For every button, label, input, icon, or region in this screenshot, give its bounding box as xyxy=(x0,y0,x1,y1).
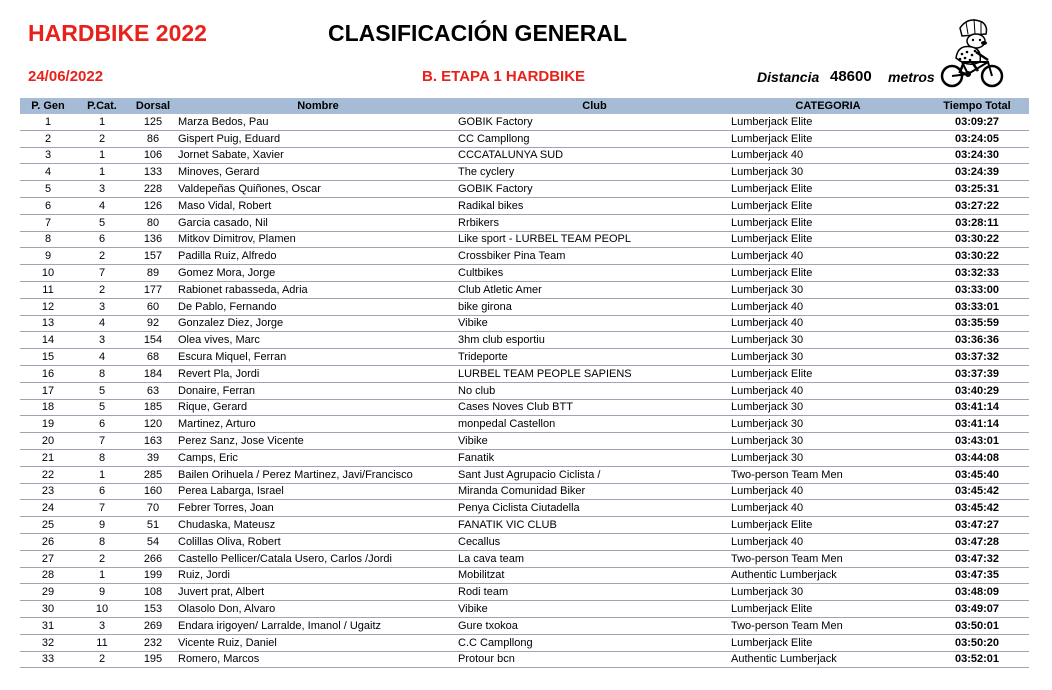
total-time: 03:24:05 xyxy=(954,132,1000,145)
bib-number: 266 xyxy=(143,552,163,565)
category-name: Lumberjack Elite xyxy=(731,267,813,280)
pos-category: 8 xyxy=(98,535,106,548)
total-time: 03:45:42 xyxy=(954,502,1000,515)
table-row xyxy=(20,349,1029,366)
club-name: Club Atletic Amer xyxy=(458,283,542,296)
pos-general: 25 xyxy=(41,519,55,532)
col-header-nombre: Nombre xyxy=(297,100,339,112)
rider-name: Jornet Sabate, Xavier xyxy=(178,149,284,162)
club-name: Miranda Comunidad Biker xyxy=(458,485,586,498)
bib-number: 154 xyxy=(143,334,163,347)
table-row xyxy=(20,517,1029,534)
total-time: 03:30:22 xyxy=(954,250,1000,263)
category-name: Lumberjack Elite xyxy=(731,199,813,212)
total-time: 03:50:20 xyxy=(954,636,1000,649)
bib-number: 185 xyxy=(143,401,163,414)
table-row xyxy=(20,584,1029,601)
rider-name: Marza Bedos, Pau xyxy=(178,115,269,128)
table-row xyxy=(20,299,1029,316)
table-row xyxy=(20,450,1029,467)
total-time: 03:32:33 xyxy=(954,267,1000,280)
total-time: 03:45:42 xyxy=(954,485,1000,498)
category-name: Two-person Team Men xyxy=(731,619,843,632)
pos-category: 1 xyxy=(98,468,106,481)
bib-number: 70 xyxy=(146,502,160,515)
category-name: Lumberjack Elite xyxy=(731,603,813,615)
pos-category: 2 xyxy=(98,552,106,565)
pos-category: 7 xyxy=(98,267,106,280)
table-row xyxy=(20,433,1029,450)
table-row xyxy=(20,618,1029,635)
rider-name: De Pablo, Fernando xyxy=(178,300,277,313)
category-name: Lumberjack 30 xyxy=(731,283,804,296)
rider-name: Escura Miquel, Ferran xyxy=(178,351,287,364)
pos-general: 33 xyxy=(41,653,55,666)
rider-name: Gonzalez Diez, Jorge xyxy=(178,317,284,330)
category-name: Lumberjack Elite xyxy=(731,115,813,128)
table-row xyxy=(20,601,1029,618)
pos-category: 8 xyxy=(98,367,106,380)
bib-number: 136 xyxy=(143,233,163,246)
pos-general: 22 xyxy=(41,468,55,481)
pos-general: 12 xyxy=(41,300,55,313)
bib-number: 157 xyxy=(143,250,163,263)
total-time: 03:28:11 xyxy=(955,216,999,229)
rider-name: Colillas Oliva, Robert xyxy=(178,535,281,548)
pos-general: 15 xyxy=(41,351,55,364)
bib-number: 228 xyxy=(143,183,163,196)
pos-general: 8 xyxy=(44,233,52,246)
club-name: C.C Campllong xyxy=(458,636,533,649)
col-header-club: Club xyxy=(582,100,607,112)
bib-number: 125 xyxy=(143,115,163,128)
club-name: FANATIK VIC CLUB xyxy=(458,519,557,532)
total-time: 03:27:22 xyxy=(954,199,1000,212)
col-header-tiempo: Tiempo Total xyxy=(943,100,1011,112)
total-time: 03:48:09 xyxy=(954,586,1000,599)
pos-category: 6 xyxy=(98,233,106,246)
total-time: 03:41:14 xyxy=(954,418,1000,431)
rider-name: Minoves, Gerard xyxy=(178,166,260,179)
pos-general: 20 xyxy=(41,435,55,448)
rider-name: Ruiz, Jordi xyxy=(178,569,230,582)
pos-general: 5 xyxy=(44,183,52,196)
bib-number: 163 xyxy=(143,435,163,448)
pos-general: 14 xyxy=(41,334,55,347)
rider-name: Valdepeñas Quiñones, Oscar xyxy=(178,183,321,196)
rider-name: Febrer Torres, Joan xyxy=(178,502,274,515)
rider-name: Chudaska, Mateusz xyxy=(178,519,276,532)
pos-category: 1 xyxy=(98,149,106,162)
pos-category: 3 xyxy=(98,334,106,347)
table-row xyxy=(20,198,1029,215)
table-row xyxy=(20,568,1029,585)
table-row xyxy=(20,164,1029,181)
pos-category: 3 xyxy=(98,183,106,196)
pos-category: 2 xyxy=(98,283,106,296)
table-row xyxy=(20,215,1029,232)
total-time: 03:45:40 xyxy=(954,468,1000,481)
category-name: Lumberjack Elite xyxy=(731,183,813,196)
col-header-pcat: P.Cat. xyxy=(87,100,117,112)
category-name: Authentic Lumberjack xyxy=(731,653,837,666)
total-time: 03:43:01 xyxy=(954,435,1000,448)
pos-category: 11 xyxy=(96,636,108,649)
total-time: 03:33:01 xyxy=(954,300,1000,313)
rider-name: Perez Sanz, Jose Vicente xyxy=(178,435,304,448)
total-time: 03:24:39 xyxy=(954,166,1000,179)
bib-number: 108 xyxy=(143,586,163,599)
table-row xyxy=(20,551,1029,568)
rider-name: Rabionet rabasseda, Adria xyxy=(178,283,308,296)
total-time: 03:33:00 xyxy=(954,283,1000,296)
cyclist-bear-icon xyxy=(938,14,1004,90)
table-header xyxy=(20,98,1029,114)
club-name: Trideporte xyxy=(458,351,508,364)
table-body xyxy=(20,114,1029,668)
pos-general: 30 xyxy=(41,603,55,615)
pos-category: 3 xyxy=(98,619,106,632)
rider-name: Romero, Marcos xyxy=(178,653,260,666)
bib-number: 54 xyxy=(146,535,160,548)
total-time: 03:44:08 xyxy=(954,451,1000,464)
pos-general: 1 xyxy=(44,115,52,128)
total-time: 03:47:27 xyxy=(954,519,1000,532)
rider-name: Garcia casado, Nil xyxy=(178,216,268,229)
bib-number: 133 xyxy=(143,166,163,179)
pos-general: 29 xyxy=(41,586,55,599)
pos-category: 8 xyxy=(98,451,106,464)
pos-general: 31 xyxy=(41,619,55,632)
bib-number: 177 xyxy=(143,283,163,296)
classification-title: CLASIFICACIÓN GENERAL xyxy=(328,20,627,46)
category-name: Lumberjack Elite xyxy=(731,519,813,532)
category-name: Two-person Team Men xyxy=(731,552,843,565)
club-name: CCCATALUNYA SUD xyxy=(458,149,564,162)
pos-category: 7 xyxy=(98,502,106,515)
category-name: Lumberjack 30 xyxy=(731,334,804,347)
pos-category: 9 xyxy=(98,586,106,599)
category-name: Two-person Team Men xyxy=(731,468,843,481)
club-name: Gure txokoa xyxy=(458,619,518,632)
table-row xyxy=(20,467,1029,484)
total-time: 03:37:39 xyxy=(954,367,1000,380)
table-row xyxy=(20,265,1029,282)
club-name: Crossbiker Pina Team xyxy=(458,250,566,263)
pos-general: 21 xyxy=(41,451,55,464)
pos-category: 6 xyxy=(98,418,106,431)
club-name: Cultbikes xyxy=(458,267,504,280)
club-name: CC Campllong xyxy=(458,132,530,145)
category-name: Lumberjack 30 xyxy=(731,166,804,179)
category-name: Lumberjack 30 xyxy=(731,418,804,431)
rider-name: Juvert prat, Albert xyxy=(178,586,265,599)
rider-name: Maso Vidal, Robert xyxy=(178,199,272,212)
category-name: Lumberjack 30 xyxy=(731,351,804,364)
category-name: Lumberjack 40 xyxy=(731,535,804,548)
table-row xyxy=(20,400,1029,417)
pos-general: 2 xyxy=(44,132,52,145)
bib-number: 92 xyxy=(146,317,160,330)
category-name: Lumberjack Elite xyxy=(731,367,813,380)
pos-category: 5 xyxy=(98,401,106,414)
total-time: 03:37:32 xyxy=(954,351,1000,364)
rider-name: Revert Pla, Jordi xyxy=(178,367,260,380)
results-table xyxy=(20,98,1029,668)
category-name: Lumberjack Elite xyxy=(731,216,813,229)
event-title: HARDBIKE 2022 xyxy=(28,20,207,46)
bib-number: 199 xyxy=(143,569,163,582)
club-name: Vibike xyxy=(458,603,488,615)
bib-number: 285 xyxy=(143,468,163,481)
club-name: Vibike xyxy=(458,435,488,448)
pos-category: 2 xyxy=(98,250,106,263)
pos-general: 27 xyxy=(41,552,55,565)
table-row xyxy=(20,332,1029,349)
table-row xyxy=(20,484,1029,501)
pos-category: 6 xyxy=(98,485,106,498)
pos-general: 4 xyxy=(44,166,52,179)
category-name: Lumberjack 40 xyxy=(731,317,804,330)
table-row xyxy=(20,232,1029,249)
rider-name: Padilla Ruiz, Alfredo xyxy=(178,250,277,263)
rider-name: Vicente Ruiz, Daniel xyxy=(178,636,277,649)
rider-name: Donaire, Ferran xyxy=(178,384,256,397)
category-name: Authentic Lumberjack xyxy=(731,569,837,582)
category-name: Lumberjack 40 xyxy=(731,502,804,515)
pos-category: 4 xyxy=(98,199,106,212)
category-name: Lumberjack 40 xyxy=(731,250,804,263)
club-name: Protour bcn xyxy=(458,653,515,666)
pos-general: 23 xyxy=(41,485,55,498)
table-row xyxy=(20,534,1029,551)
club-name: Rodi team xyxy=(458,586,509,599)
pos-general: 3 xyxy=(44,149,52,162)
total-time: 03:35:59 xyxy=(954,317,1000,330)
pos-category: 10 xyxy=(95,603,109,615)
pos-category: 5 xyxy=(98,216,106,229)
bib-number: 184 xyxy=(143,367,163,380)
stage-title: B. ETAPA 1 HARDBIKE xyxy=(422,68,586,85)
club-name: Sant Just Agrupacio Ciclista / xyxy=(458,468,601,481)
bib-number: 153 xyxy=(143,603,163,615)
total-time: 03:50:01 xyxy=(954,619,1000,632)
category-name: Lumberjack 40 xyxy=(731,485,804,498)
pos-category: 4 xyxy=(98,317,106,330)
bib-number: 63 xyxy=(146,384,160,397)
total-time: 03:36:36 xyxy=(954,334,1000,347)
pos-general: 17 xyxy=(41,384,55,397)
bib-number: 120 xyxy=(143,418,163,431)
table-row xyxy=(20,131,1029,148)
category-name: Lumberjack Elite xyxy=(731,233,813,246)
club-name: 3hm club esportiu xyxy=(458,334,545,347)
total-time: 03:47:28 xyxy=(954,535,1000,548)
pos-category: 7 xyxy=(98,435,106,448)
pos-category: 4 xyxy=(98,351,106,364)
category-name: Lumberjack Elite xyxy=(731,636,813,649)
pos-category: 2 xyxy=(98,653,106,666)
total-time: 03:09:27 xyxy=(954,115,1000,128)
club-name: GOBIK Factory xyxy=(458,115,533,128)
rider-name: Bailen Orihuela / Perez Martinez, Javi/Francisco xyxy=(178,468,413,481)
bib-number: 160 xyxy=(143,485,163,498)
category-name: Lumberjack 40 xyxy=(731,300,804,313)
table-row xyxy=(20,181,1029,198)
distance-unit: metros xyxy=(888,69,935,85)
total-time: 03:47:35 xyxy=(954,569,1000,582)
table-row xyxy=(20,652,1029,669)
category-name: Lumberjack 30 xyxy=(731,401,804,414)
total-time: 03:30:22 xyxy=(954,233,1000,246)
bib-number: 39 xyxy=(146,451,160,464)
club-name: Cases Noves Club BTT xyxy=(458,401,573,414)
category-name: Lumberjack 40 xyxy=(731,149,804,162)
table-row xyxy=(20,500,1029,517)
bib-number: 60 xyxy=(146,300,160,313)
rider-name: Endara irigoyen/ Larralde, Imanol / Ugaitz xyxy=(178,619,381,632)
rider-name: Olea vives, Marc xyxy=(178,334,260,347)
rider-name: Rique, Gerard xyxy=(178,401,248,414)
club-name: La cava team xyxy=(458,552,525,565)
club-name: monpedal Castellon xyxy=(458,418,556,431)
bib-number: 126 xyxy=(143,199,163,212)
rider-name: Mitkov Dimitrov, Plamen xyxy=(178,233,296,246)
bib-number: 106 xyxy=(143,149,163,162)
pos-general: 11 xyxy=(42,283,54,296)
category-name: Lumberjack 30 xyxy=(731,435,804,448)
bib-number: 195 xyxy=(143,653,163,666)
club-name: The cyclery xyxy=(458,166,515,179)
club-name: Mobilitzat xyxy=(458,569,505,582)
bib-number: 232 xyxy=(143,636,163,649)
rider-name: Camps, Eric xyxy=(178,451,238,464)
pos-general: 13 xyxy=(41,317,55,330)
table-row xyxy=(20,248,1029,265)
bib-number: 80 xyxy=(146,216,160,229)
total-time: 03:47:32 xyxy=(954,552,1000,565)
club-name: LURBEL TEAM PEOPLE SAPIENS xyxy=(458,367,632,380)
pos-general: 18 xyxy=(41,401,55,414)
total-time: 03:52:01 xyxy=(954,653,1000,666)
bib-number: 68 xyxy=(146,351,160,364)
total-time: 03:24:30 xyxy=(954,149,1000,162)
bib-number: 51 xyxy=(146,519,160,532)
total-time: 03:40:29 xyxy=(954,384,1000,397)
pos-general: 7 xyxy=(44,216,52,229)
pos-category: 2 xyxy=(98,132,106,145)
club-name: Rrbikers xyxy=(458,216,499,229)
club-name: Like sport - LURBEL TEAM PEOPL xyxy=(458,233,632,246)
rider-name: Perea Labarga, Israel xyxy=(178,485,284,498)
club-name: Fanatik xyxy=(458,451,495,464)
club-name: bike girona xyxy=(458,300,512,313)
table-row xyxy=(20,282,1029,299)
pos-general: 26 xyxy=(41,535,55,548)
bib-number: 86 xyxy=(146,132,160,145)
pos-category: 3 xyxy=(98,300,106,313)
bib-number: 269 xyxy=(143,619,163,632)
rider-name: Castello Pellicer/Catala Usero, Carlos /Jordi xyxy=(178,552,392,565)
pos-category: 1 xyxy=(98,569,106,582)
rider-name: Gispert Puig, Eduard xyxy=(178,132,281,145)
rider-name: Olasolo Don, Alvaro xyxy=(178,603,276,615)
pos-category: 9 xyxy=(98,519,106,532)
distance-value: 48600 xyxy=(830,68,872,85)
pos-category: 5 xyxy=(98,384,106,397)
race-date: 24/06/2022 xyxy=(28,68,104,85)
total-time: 03:49:07 xyxy=(954,603,1000,615)
category-name: Lumberjack 30 xyxy=(731,586,804,599)
club-name: Radikal bikes xyxy=(458,199,524,212)
pos-category: 1 xyxy=(98,166,106,179)
club-name: Penya Ciclista Ciutadella xyxy=(458,502,580,515)
table-row xyxy=(20,416,1029,433)
category-name: Lumberjack 40 xyxy=(731,384,804,397)
table-row xyxy=(20,316,1029,333)
table-row xyxy=(20,383,1029,400)
table-row xyxy=(20,114,1029,131)
club-name: Vibike xyxy=(458,317,488,330)
bib-number: 89 xyxy=(146,267,160,280)
col-header-categoria: CATEGORIA xyxy=(795,100,861,112)
pos-general: 16 xyxy=(41,367,55,380)
club-name: Cecallus xyxy=(458,535,501,548)
pos-category: 1 xyxy=(98,115,106,128)
pos-general: 19 xyxy=(41,418,55,431)
table-row xyxy=(20,635,1029,652)
club-name: GOBIK Factory xyxy=(458,183,533,196)
category-name: Lumberjack 30 xyxy=(731,451,804,464)
rider-name: Martinez, Arturo xyxy=(178,418,256,431)
pos-general: 6 xyxy=(44,199,52,212)
pos-general: 24 xyxy=(41,502,55,515)
table-row xyxy=(20,366,1029,383)
col-header-pgen: P. Gen xyxy=(31,100,65,112)
total-time: 03:25:31 xyxy=(954,183,1000,196)
rider-name: Gomez Mora, Jorge xyxy=(178,267,276,280)
pos-general: 9 xyxy=(44,250,52,263)
category-name: Lumberjack Elite xyxy=(731,132,813,145)
pos-general: 28 xyxy=(41,569,55,582)
distance-label: Distancia xyxy=(757,69,820,85)
total-time: 03:41:14 xyxy=(954,401,1000,414)
pos-general: 32 xyxy=(41,636,55,649)
club-name: No club xyxy=(458,384,496,397)
pos-general: 10 xyxy=(41,267,55,280)
col-header-dorsal: Dorsal xyxy=(135,100,171,112)
table-row xyxy=(20,148,1029,165)
